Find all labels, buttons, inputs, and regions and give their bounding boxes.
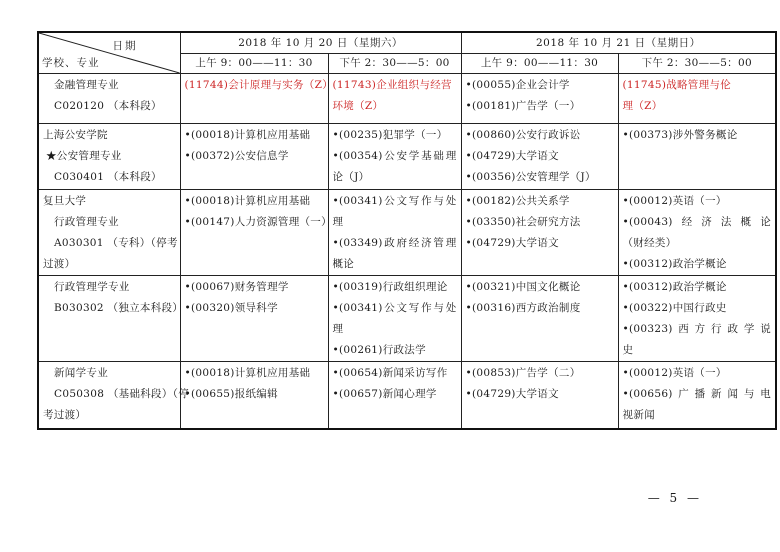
course-line: •(00373)涉外警务概论 (622, 129, 738, 141)
course-line: （财经类） (622, 237, 677, 249)
course-line: •(00356)公安管理学（J） (465, 171, 596, 183)
major-cell (38, 362, 190, 429)
course-line: •(03350)社会研究方法 (465, 216, 581, 228)
major-line: 考过渡） (43, 409, 87, 421)
corner-date-label: 日期 (112, 40, 138, 52)
course-line: •(00181)广告学（一） (465, 100, 581, 112)
table-row (38, 74, 776, 124)
course-cell (180, 276, 328, 362)
course-line: 理 (332, 216, 344, 228)
course-line: 论（J） (332, 171, 370, 183)
course-cell (328, 124, 461, 190)
major-line: 行政管理专业 (54, 216, 119, 228)
major-line: ★公安管理专业 (46, 150, 122, 162)
course-line: •(00655)报纸编辑 (184, 388, 278, 400)
course-line: (11745)战略管理与伦 (622, 79, 732, 91)
major-line: B030302 （独立本科段） (54, 302, 184, 314)
major-line: 复旦大学 (43, 195, 87, 207)
exam-schedule-table (37, 31, 777, 430)
time-slot-1: 上午 9：00——11：30 (180, 54, 328, 74)
corner-header-cell (38, 32, 180, 74)
course-line: •(00182)公共关系学 (465, 195, 570, 207)
course-line: •(00055)企业会计学 (465, 79, 570, 91)
major-line: 新闻学专业 (54, 367, 108, 379)
table-row (38, 190, 776, 276)
course-cell (328, 74, 461, 124)
course-line: •(00319)行政组织理论 (332, 281, 448, 293)
course-line: •(00067)财务管理学 (184, 281, 289, 293)
course-line: •(00322)中国行政史 (622, 302, 727, 314)
major-line: C050308 （基础科段）（停 (54, 388, 190, 400)
course-line: •(00354)公安学基础理 (332, 150, 457, 162)
course-cell (180, 74, 333, 124)
course-line: 概论 (332, 258, 355, 270)
course-line: •(00312)政治学概论 (622, 258, 727, 270)
major-line: A030301 （专科）（停考 (54, 237, 178, 249)
major-line: 行政管理学专业 (54, 281, 130, 293)
course-line: •(04729)大学语文 (465, 150, 559, 162)
course-line: •(00323)西方行政学说 (622, 323, 772, 335)
date-header-row (38, 32, 776, 54)
course-line: •(00654)新闻采访写作 (332, 367, 448, 379)
course-line: •(00656)广播新闻与电 (622, 388, 772, 400)
time-slot-4: 下午 2：30——5：00 (618, 54, 776, 74)
course-cell (328, 276, 461, 362)
course-cell (180, 124, 328, 190)
day2-header: 2018 年 10 月 21 日（星期日） (461, 32, 776, 54)
course-line: •(00320)领导科学 (184, 302, 278, 314)
course-line: •(00341)公文写作与处 (332, 302, 457, 314)
course-cell (461, 74, 618, 124)
course-cell (618, 124, 776, 190)
major-line: C030401 （本科段） (54, 171, 162, 183)
course-line: •(00018)计算机应用基础 (184, 195, 311, 207)
course-line: •(00860)公安行政诉讼 (465, 129, 581, 141)
major-line: 金融管理专业 (54, 79, 119, 91)
course-line: •(00316)西方政治制度 (465, 302, 581, 314)
course-cell (461, 190, 618, 276)
course-line: •(00043)经济法概论 (622, 216, 772, 228)
course-line: •(00235)犯罪学（一） (332, 129, 448, 141)
page-number: — 5 — (647, 491, 702, 505)
corner-school-label: 学校、专业 (42, 57, 100, 69)
table-row (38, 124, 776, 190)
course-cell (180, 362, 328, 429)
course-line: •(04729)大学语文 (465, 388, 559, 400)
course-line: •(00657)新闻心理学 (332, 388, 437, 400)
course-line: •(00018)计算机应用基础 (184, 367, 311, 379)
table-row (38, 276, 776, 362)
course-line: •(04729)大学语文 (465, 237, 559, 249)
course-cell (328, 362, 461, 429)
table-row (38, 362, 776, 429)
major-cell (38, 276, 184, 362)
course-line: 环境（Z） (332, 100, 384, 112)
major-cell (38, 190, 180, 276)
day1-header: 2018 年 10 月 20 日（星期六） (180, 32, 461, 54)
course-line: •(00261)行政法学 (332, 344, 426, 356)
course-line: •(03349)政府经济管理 (332, 237, 457, 249)
course-cell (618, 190, 776, 276)
major-line: C020120 （本科段） (54, 100, 162, 112)
course-line: •(00321)中国文化概论 (465, 281, 581, 293)
course-line: •(00853)广告学（二） (465, 367, 581, 379)
course-cell (461, 362, 618, 429)
course-cell (618, 74, 776, 124)
course-line: •(00012)英语（一） (622, 195, 727, 207)
course-line: •(00147)人力资源管理（一） (184, 216, 332, 228)
course-line: •(00372)公安信息学 (184, 150, 289, 162)
course-cell (328, 190, 461, 276)
major-line: 过渡） (43, 258, 76, 270)
course-cell (461, 276, 618, 362)
course-cell (180, 190, 332, 276)
course-line: •(00012)英语（一） (622, 367, 727, 379)
major-cell (38, 124, 180, 190)
major-cell (38, 74, 180, 124)
major-line: 上海公安学院 (43, 129, 108, 141)
course-line: •(00018)计算机应用基础 (184, 129, 311, 141)
course-line: •(00312)政治学概论 (622, 281, 727, 293)
time-slot-2: 下午 2：30——5：00 (328, 54, 461, 74)
time-slot-3: 上午 9：00——11：30 (461, 54, 618, 74)
course-line: 理（Z） (622, 100, 663, 112)
course-cell (461, 124, 618, 190)
course-line: 视新闻 (622, 409, 655, 421)
course-line: (11743)企业组织与经营 (332, 79, 452, 91)
course-cell (618, 276, 776, 362)
course-line: •(00341)公文写作与处 (332, 195, 457, 207)
course-cell (618, 362, 776, 429)
course-line: (11744)会计原理与实务（Z） (184, 79, 333, 91)
course-line: 理 (332, 323, 344, 335)
course-line: 史 (622, 344, 634, 356)
